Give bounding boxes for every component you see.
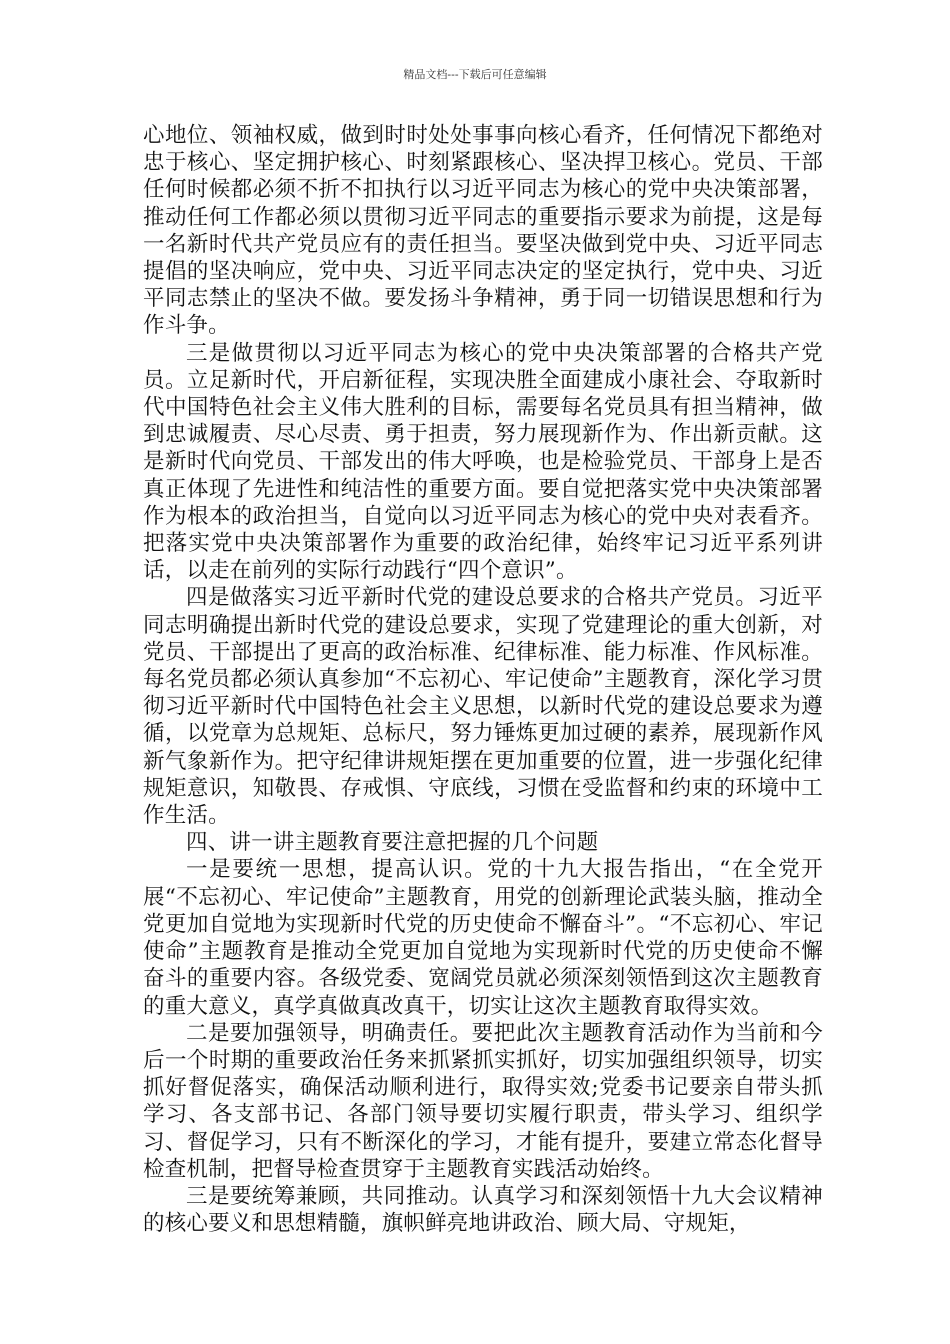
- paragraph: 三是要统筹兼顾，共同推动。认真学习和深刻领悟十九大会议精神的核心要义和思想精髓，旗帜鲜亮地讲政治、顾大局、守规矩，: [143, 1183, 823, 1237]
- page-header: 精品文档---下载后可任意编辑: [403, 68, 547, 81]
- paragraph: 三是做贯彻以习近平同志为核心的党中央决策部署的合格共产党员。立足新时代，开启新征程，实现决胜全面建成小康社会、夺取新时代中国特色社会主义伟大胜利的目标，需要每名党员具有担当精神，做到忠诚履责、尽心尽责、勇于担责，努力展现新作为、作出新贡献。这是新时代向党员、干部发出的伟大呼唤，也是检验党员、干部身上是否真正体现了先进性和纯洁性的重要方面。要自觉把落实党中央决策部署作为根本的政治担当，自觉向以习近平同志为核心的党中央对表看齐。把落实党中央决策部署作为重要的政治纪律，始终牢记习近平系列讲话，以走在前列的实际行动践行“四个意识”。: [143, 340, 823, 584]
- paragraph: 一是要统一思想，提高认识。党的十九大报告指出，“在全党开展“不忘初心、牢记使命”主题教育，用党的创新理论武装头脑，推动全党更加自觉地为实现新时代党的历史使命不懈奋斗”。“不忘初心、牢记使命”主题教育是推动全党更加自觉地为实现新时代党的历史使命不懈奋斗的重要内容。各级党委、宽阔党员就必须深刻领悟到这次主题教育的重大意义，真学真做真改真干，切实让这次主题教育取得实效。: [143, 857, 823, 1019]
- paragraph: 四是做落实习近平新时代党的建设总要求的合格共产党员。习近平同志明确提出新时代党的建设总要求，实现了党建理论的重大创新，对党员、干部提出了更高的政治标准、纪律标准、能力标准、作风标准。每名党员都必须认真参加“不忘初心、牢记使命”主题教育，深化学习贯彻习近平新时代中国特色社会主义思想，以新时代党的建设总要求为遵循，以党章为总规矩、总标尺，努力锤炼更加过硬的素养，展现新作风新气象新作为。把守纪律讲规矩摆在更加重要的位置，进一步强化纪律规矩意识，知敬畏、存戒惧、守底线，习惯在受监督和约束的环境中工作生活。: [143, 585, 823, 829]
- document-body: [143, 122, 823, 1237]
- paragraph: 心地位、领袖权威，做到时时处处事事向核心看齐，任何情况下都绝对忠于核心、坚定拥护核心、时刻紧跟核心、坚决捍卫核心。党员、干部任何时候都必须不折不扣执行以习近平同志为核心的党中央决策部署，推动任何工作都必须以贯彻习近平同志的重要指示要求为前提，这是每一名新时代共产党员应有的责任担当。要坚决做到党中央、习近平同志提倡的坚决响应，党中央、习近平同志决定的坚定执行，党中央、习近平同志禁止的坚决不做。要发扬斗争精神，勇于同一切错误思想和行为作斗争。: [143, 123, 823, 339]
- section-heading: 四、讲一讲主题教育要注意把握的几个问题: [186, 830, 599, 856]
- paragraph: 二是要加强领导，明确责任。要把此次主题教育活动作为当前和今后一个时期的重要政治任务来抓紧抓实抓好，切实加强组织领导，切实抓好督促落实，确保活动顺利进行，取得实效;党委书记要亲自带头抓学习、各支部书记、各部门领导要切实履行职责，带头学习、组织学习、督促学习，只有不断深化的学习，才能有提升，要建立常态化督导检查机制，把督导检查贯穿于主题教育实践活动始终。: [143, 1020, 823, 1182]
